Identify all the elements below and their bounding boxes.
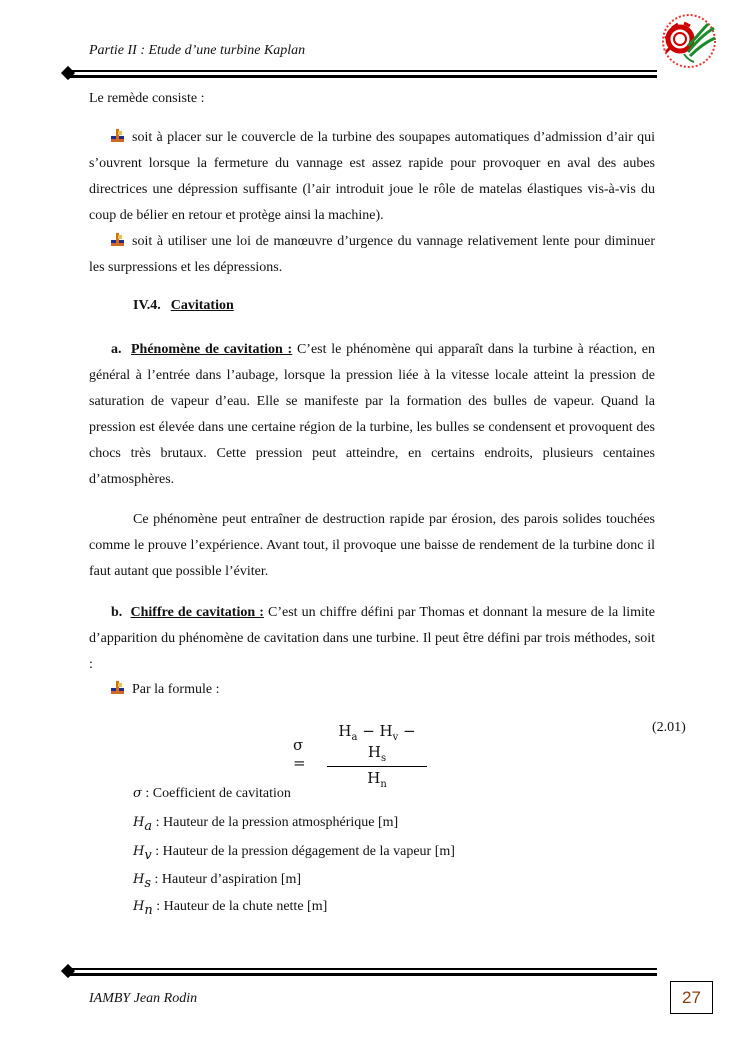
university-logo-icon — [658, 12, 720, 70]
formula-bullet: Par la formule : — [89, 677, 655, 703]
paragraph-2: Ce phénomène peut entraîner de destruction rapide par érosion, des parois solides touchées comme le prouve l’expérience. Avant tout, il provoque une baisse de rendement de la turbine donc il faut autant que possible l’éviter. — [89, 512, 655, 579]
bullet-paragraph-1: soit à placer sur le couvercle de la turbine des soupapes automatiques d’admission d’air qui s’ouvrent lorsque la fermeture du vannage est assez rapide pour provoquer en aval des aubes directrices une dépression suffisante (l’air introduit joue le rôle de matelas élastiques vis-à-vis du coup de bélier en retour et protège ainsi la machine). — [89, 130, 655, 223]
item-a-term: Phénomène de cavitation : — [131, 342, 293, 357]
section-title: Cavitation — [170, 298, 234, 313]
item-a-text: C’est le phénomène qui apparaît dans la turbine à réaction, en général à l’entrée dans l’aubage, lorsque la pression liée à la vitesse locale atteint la pression de saturation de vapeur d’eau. Elle se manifeste par la formation des bulles de vapeur. Quand la pression est élevée dans une certaine région de la turbine, les bulles se condensent et provoquent des chocs très brutaux. Cette pression peut atteindre, en certains endroits, plusieurs centaines d’atmosphères. — [89, 342, 656, 487]
intro-text: Le remède consiste : — [89, 91, 205, 106]
variable-hv: $H_v$ : Hauteur de la pression dégagement de la vapeur [m] — [133, 844, 455, 863]
variable-sigma: σ : Coefficient de cavitation — [133, 786, 291, 801]
variable-hs: $H_s$ : Hauteur d’aspiration [m] — [133, 872, 302, 891]
item-b-term: Chiffre de cavitation : — [130, 605, 264, 620]
item-a-label: a. — [111, 342, 122, 357]
formula-lhs: σ = — [293, 736, 306, 772]
header-title: Partie II : Etude d’une turbine Kaplan — [89, 43, 306, 58]
bullet-icon — [111, 233, 124, 246]
header-rule — [62, 68, 657, 82]
section-number: IV.4. — [133, 298, 161, 313]
section-heading — [133, 298, 234, 314]
bullet-icon — [111, 129, 124, 142]
page-number: 27 — [670, 981, 713, 1014]
equation-number: (2.01) — [652, 720, 686, 735]
item-a-paragraph — [89, 337, 655, 493]
footer-author: IAMBY Jean Rodin — [89, 991, 198, 1006]
footer-rule — [62, 966, 657, 980]
bullet-paragraph-2: soit à utiliser une loi de manœuvre d’urgence du vannage relativement lente pour diminuer les surpressions et les dépressions. — [89, 234, 655, 275]
formula-denominator: $H_n$ — [367, 769, 387, 790]
item-b-text: C’est un chiffre défini par Thomas et donnant la mesure de la limite d’apparition du phénomène de cavitation dans une turbine. Il peut être défini par trois méthodes, soit : — [89, 605, 655, 672]
variable-hn: $H_n$ : Hauteur de la chute nette [m] — [133, 899, 328, 918]
item-b-paragraph — [89, 600, 655, 678]
bullet-icon — [111, 681, 124, 694]
formula-numerator: $H_a - H_v - H_s$ — [338, 722, 416, 764]
variable-ha: $H_a$ : Hauteur de la pression atmosphérique [m] — [133, 815, 399, 834]
formula-fraction — [327, 722, 427, 790]
item-b-label: b. — [111, 605, 123, 620]
